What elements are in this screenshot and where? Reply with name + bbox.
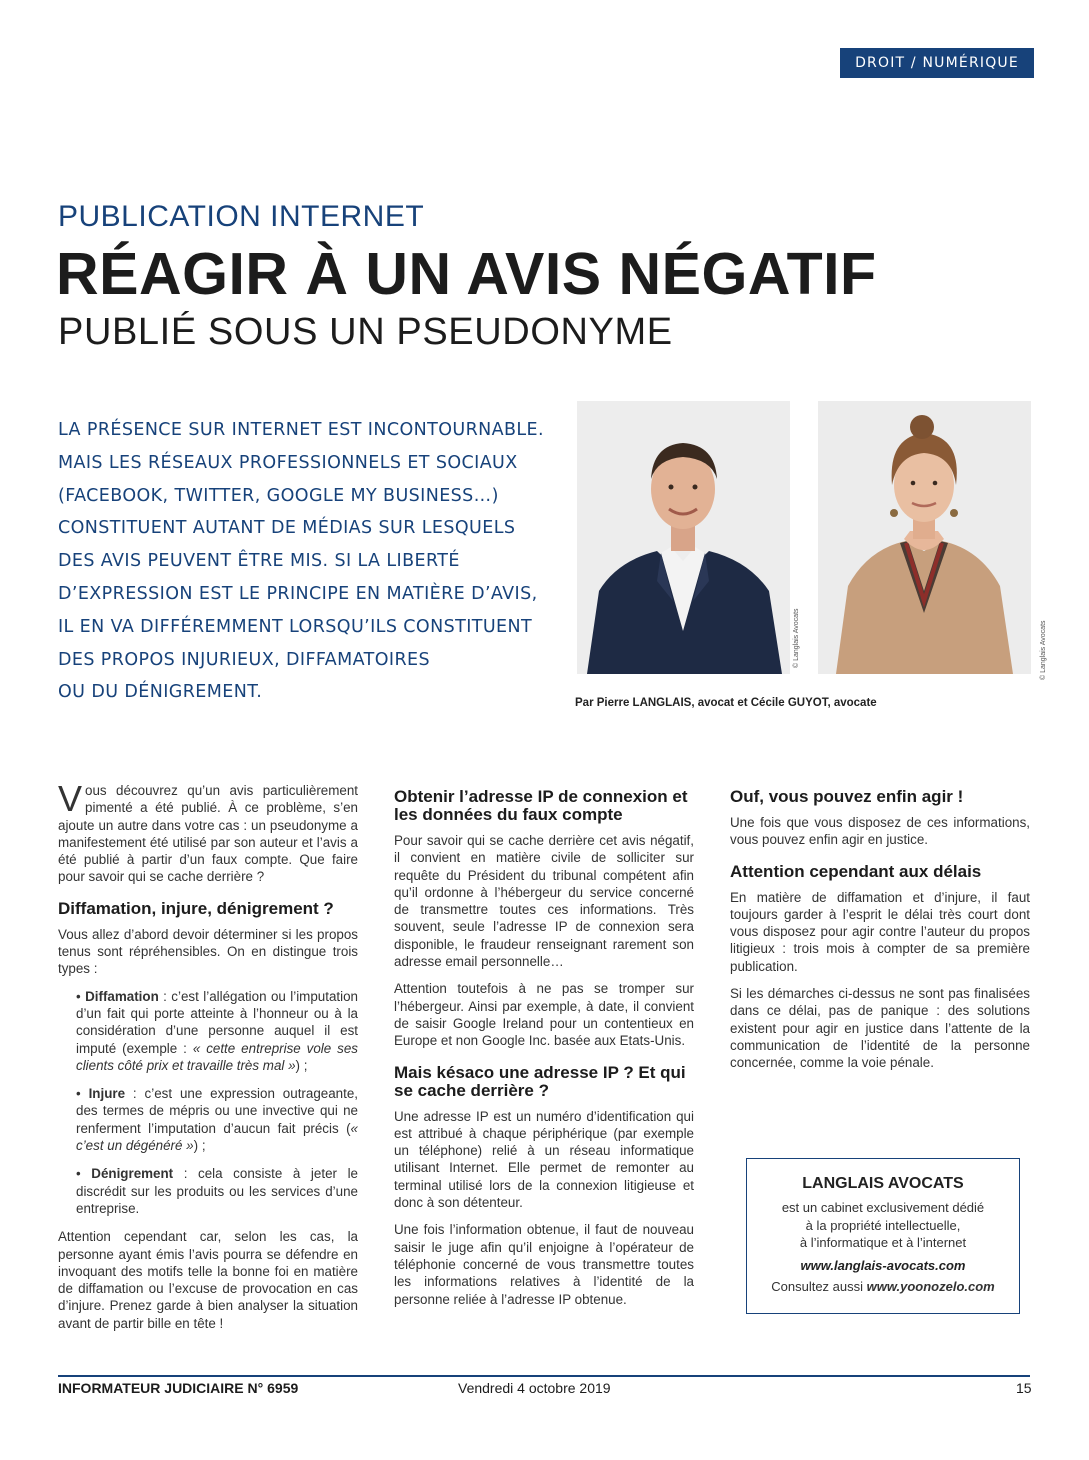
section-heading: Obtenir l’adresse IP de connexion et les données du faux compte [394,787,688,824]
partner-website-link[interactable]: www.yoonozelo.com [866,1278,995,1294]
section-heading: Ouf, vous pouvez enfin agir ! [730,787,964,806]
paragraph: Si les démarches ci-dessus ne sont pas finalisées dans ce délai, pas de panique : des solutions existent pour agir en justice dans l’attente de la communication de l’identité de la personne concernée, comme la voie pénale. [730,986,1030,1071]
article-column-2 [394,782,694,1318]
intro-line: D’EXPRESSION EST LE PRINCIPE EN MATIÈRE D’AVIS, [58,583,538,604]
author-photo-woman [818,401,1031,674]
section-heading: Mais késaco une adresse IP ? Et qui se cache derrière ? [394,1062,686,1100]
firm-name: LANGLAIS AVOCATS [802,1175,964,1192]
bullet-item: • Dénigrement : cela consiste à jeter le discrédit sur les produits ou les services d’une entreprise. [76,1166,358,1216]
paragraph: Attention cependant car, selon les cas, la personne ayant émis l’avis pourra se défendre en invoquant des motifs telle la bonne foi en matière de diffamation ou l’excuse de provocation en cas d’injure. Prenez garde à bien analyser la situation avant de partir bille en tête ! [58,1229,358,1331]
intro-line: CONSTITUENT AUTANT DE MÉDIAS SUR LESQUELS [58,518,516,539]
intro-line: OU DU DÉNIGREMENT. [58,682,263,703]
paragraph: Une fois l’information obtenue, il faut de nouveau saisir le juge afin qu’il enjoigne à l’opérateur de téléphonie concerné de vous transmettre toutes les informations relatives à l’identité de la personne reliée à l’adresse IP obtenue. [394,1222,694,1307]
page-number: 15 [1016,1380,1032,1396]
intro-paragraph [58,414,578,709]
bullet-item: • Injure : c’est une expression outrageante, des termes de mépris ou une invective qui ne renferment l’imputation d’aucun fait précis (« c’est un dégénéré ») ; [76,1086,358,1154]
section-rubric: DROIT / NUMÉRIQUE [840,48,1034,78]
section-heading: Attention cependant aux délais [730,861,982,881]
paragraph: Une fois que vous disposez de ces informations, vous pouvez enfin agir en justice. [730,815,1030,848]
headline-subtitle: PUBLIÉ SOUS UN PSEUDONYME [58,311,673,353]
paragraph: En matière de diffamation et d’injure, il faut toujours garder à l’esprit le délai très court dont vous disposez pour agir contre l’auteur du propos litigieux : trois mois à compter de sa première publication. [730,889,1030,974]
section-heading: Diffamation, injure, dénigrement ? [58,898,334,918]
bullet-item: • Diffamation : c’est l’allégation ou l’imputation d’un fait qui porte atteinte à l’honneur ou à la considération d’une personne auquel il est imputé (exemple : « cette entreprise vole ses clients côté prix et travaille très mal ») ; [76,988,358,1073]
intro-line: IL EN VA DIFFÉREMMENT LORSQU’ILS CONSTITUENT [58,616,533,637]
headline-kicker: PUBLICATION INTERNET [58,200,425,233]
photo-credit: © Langlais Avocats [1040,620,1047,680]
article-column-1 [58,778,358,1342]
portrait-woman-illustration [818,401,1031,674]
paragraph: Vous découvrez qu’un avis particulièrement pimenté a été publié. À ce problème, s’en ajoute un autre dans votre cas : un pseudonyme a manifestement été utilisé par son auteur et l’avis a été publié à partir d’un faux compte. Que faire pour savoir qui se cache derrière ? [58,778,358,885]
article-column-3 [730,782,1030,1082]
footer-publication: INFORMATEUR JUDICIAIRE N° 6959 [58,1380,299,1396]
intro-line: DES PROPOS INJURIEUX, DIFFAMATOIRES [58,649,431,670]
paragraph: Une adresse IP est un numéro d’identification qui est attribué à chaque périphérique (par exemple un téléphone) relié à un réseau informatique utilisant Internet. Elle permet de remonter au terminal utilisé lors de la connexion litigieuse et donc à son détenteur. [394,1108,694,1211]
portrait-man-illustration [577,401,790,674]
intro-line: DES AVIS PEUVENT ÊTRE MIS. SI LA LIBERTÉ [58,551,460,572]
firm-description: est un cabinet exclusivement dédié à la propriété intellectuelle, à l’informatique et à l’internet [781,1200,985,1250]
footer-rule [58,1375,1030,1377]
also-consult: Consultez aussi www.yoonozelo.com [771,1278,995,1294]
paragraph: Pour savoir qui se cache derrière cet avis négatif, il convient en matière civile de solliciter sur requête du Président du tribunal compétent afin qu’il ordonne à l’hébergeur du service concerné de transmettre toutes ces informations. Très souvent, seule l’adresse IP de connexion sera disponible, le fraudeur renseignant rarement son adresse email personnelle… [394,833,694,970]
author-photo-man [577,401,790,674]
intro-line: (FACEBOOK, TWITTER, GOOGLE MY BUSINESS…) [58,485,499,506]
firm-info-box [746,1158,1020,1314]
firm-website-link[interactable]: www.langlais-avocats.com [800,1257,966,1273]
intro-line: LA PRÉSENCE SUR INTERNET EST INCONTOURNABLE. [58,420,544,440]
intro-line: MAIS LES RÉSEAUX PROFESSIONNELS ET SOCIAUX [58,452,518,473]
paragraph: Attention toutefois à ne pas se tromper sur l’hébergeur. Ainsi par exemple, à date, il convient de saisir Google Ireland pour un contentieux en Europe et non Google Inc. basée aux Etats-Unis. [394,981,694,1049]
byline: Par Pierre LANGLAIS, avocat et Cécile GUYOT, avocate [575,697,877,709]
drop-cap: V [58,778,83,819]
headline-title: RÉAGIR À UN AVIS NÉGATIF [56,241,877,307]
photo-credit: © Langlais Avocats [793,608,800,668]
paragraph: Vous allez d’abord devoir déterminer si les propos tenus sont répréhensibles. On en distingue trois types : [58,926,358,977]
footer-date: Vendredi 4 octobre 2019 [458,1380,611,1396]
